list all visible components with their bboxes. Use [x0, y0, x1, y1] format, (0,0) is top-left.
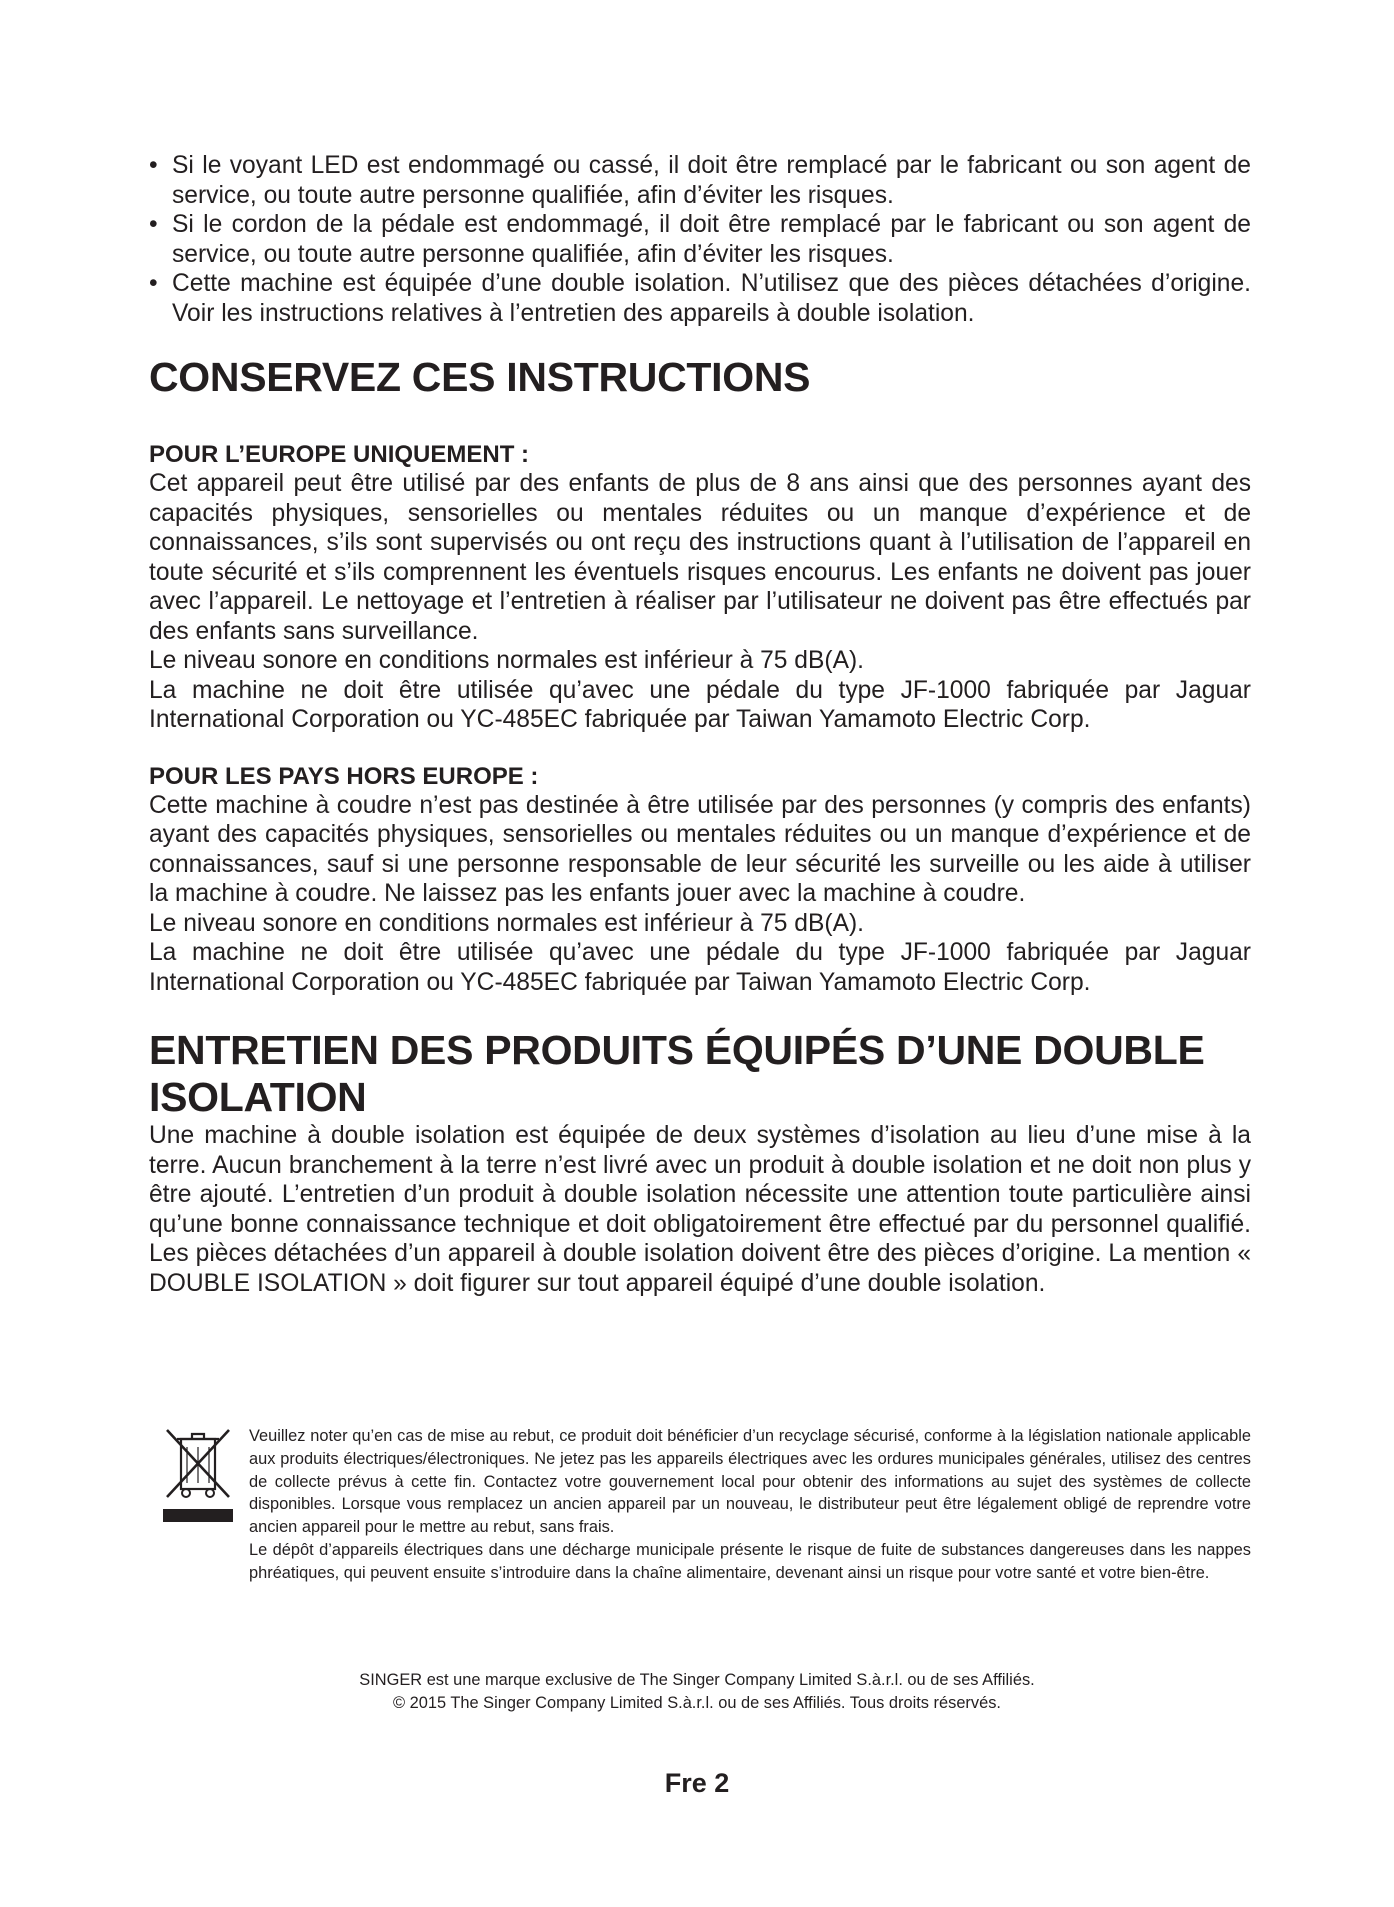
page-content	[149, 151, 1251, 1298]
trademark-line: SINGER est une marque exclusive de The Singer Company Limited S.à.r.l. ou de ses Affiliés.	[359, 1671, 1035, 1689]
safety-bullet-list	[149, 151, 1251, 328]
bullet-item: • Si le voyant LED est endommagé ou cassé, il doit être remplacé par le fabricant ou son agent de service, ou toute autre personne qualifiée, afin d’éviter les risques.	[149, 152, 1251, 209]
bullet-item: • Si le cordon de la pédale est endommagé, il doit être remplacé par le fabricant ou son agent de service, ou toute autre personne qualifiée, afin d’éviter les risques.	[149, 211, 1251, 268]
recycling-paragraph: Veuillez noter qu’en cas de mise au rebut, ce produit doit bénéficier d’un recyclage sécurisé, conforme à la législation nationale applicable aux produits électriques/électroniques. Ne jetez pas les appareils électriques avec les ordures municipales générales, utilisez des centres de collecte prévus à cette fin. Contactez votre gouvernement local pour obtenir des informations au sujet des systèmes de collecte disponibles. Lorsque vous remplacez un ancien appareil par un nouveau, le distributeur peut être légalement obligé de reprendre votre ancien appareil pour le mettre au rebut, sans frais.	[249, 1427, 1251, 1537]
europe-paragraph: Cet appareil peut être utilisé par des enfants de plus de 8 ans ainsi que des personnes ayant des capacités physiques, sensorielles ou mentales réduites ou un manque d’expérience et de connaissances, s’ils sont supervisés ou ont reçu des instructions quant à l’utilisation de l’appareil en toute sécurité et s’ils comprennent les éventuels risques encourus. Les enfants ne doivent pas jouer avec l’appareil. Le nettoyage et l’entretien à réaliser par l’utilisateur ne doivent pas être effectués par des enfants sans surveillance.	[149, 470, 1251, 645]
recycling-paragraph: Le dépôt d’appareils électriques dans une décharge municipale présente le risque de fuite de substances dangereuses dans les nappes phréatiques, qui peuvent ensuite s’introduire dans la chaîne alimentaire, devenant ainsi un risque pour votre santé et votre bien-être.	[249, 1540, 1251, 1582]
non-europe-noise-level: Le niveau sonore en conditions normales est inférieur à 75 dB(A).	[149, 909, 864, 937]
page-number: Fre 2	[664, 1768, 730, 1798]
non-europe-paragraph: Cette machine à coudre n’est pas destinée à être utilisée par des personnes (y compris des enfants) ayant des capacités physiques, sensorielles ou mentales réduites ou un manque d’expérience et de connaissances, sauf si une personne responsable de leur sécurité les surveille ou les aide à utiliser la machine à coudre. Ne laissez pas les enfants jouer avec la machine à coudre.	[149, 791, 1251, 907]
copyright-line: © 2015 The Singer Company Limited S.à.r.l. ou de ses Affiliés. Tous droits réservés.	[393, 1694, 1001, 1712]
recycling-text	[249, 1425, 1251, 1585]
europe-pedal-info: La machine ne doit être utilisée qu’avec une pédale du type JF-1000 fabriquée par Jaguar International Corporation ou YC-485EC fabriquée par Taiwan Yamamoto Electric Corp.	[149, 676, 1251, 733]
non-europe-pedal-info: La machine ne doit être utilisée qu’avec une pédale du type JF-1000 fabriquée par Jaguar International Corporation ou YC-485EC fabriquée par Taiwan Yamamoto Electric Corp.	[149, 939, 1251, 996]
section-title-double-isolation: ENTRETIEN DES PRODUITS ÉQUIPÉS D’UNE DOUBLE ISOLATION	[149, 1027, 1205, 1120]
bullet-mark: •	[149, 211, 158, 238]
bullet-item: • Cette machine est équipée d’une double isolation. N’utilisez que des pièces détachées d’origine. Voir les instructions relatives à l’entretien des appareils à double isolation.	[149, 270, 1251, 327]
double-isolation-paragraph: Une machine à double isolation est équipée de deux systèmes d’isolation au lieu d’une mise à la terre. Aucun branchement à la terre n’est livré avec un produit à double isolation et ne doit non plus y être ajouté. L’entretien d’un produit à double isolation nécessite une attention toute particulière ainsi qu’une bonne connaissance technique et doit obligatoirement être effectué par du personnel qualifié. Les pièces détachées d’un appareil à double isolation doivent être des pièces d’origine. La mention « DOUBLE ISOLATION » doit figurer sur tout appareil équipé d’une double isolation.	[149, 1122, 1251, 1297]
section-title-conservez: CONSERVEZ CES INSTRUCTIONS	[149, 354, 811, 400]
bullet-mark: •	[149, 152, 158, 179]
crossed-out-wheelie-bin-icon	[159, 1425, 237, 1530]
bullet-mark: •	[149, 270, 158, 297]
non-europe-heading: POUR LES PAYS HORS EUROPE :	[149, 762, 539, 790]
europe-noise-level: Le niveau sonore en conditions normales est inférieur à 75 dB(A).	[149, 647, 864, 674]
europe-heading: POUR L’EUROPE UNIQUEMENT :	[149, 441, 530, 468]
